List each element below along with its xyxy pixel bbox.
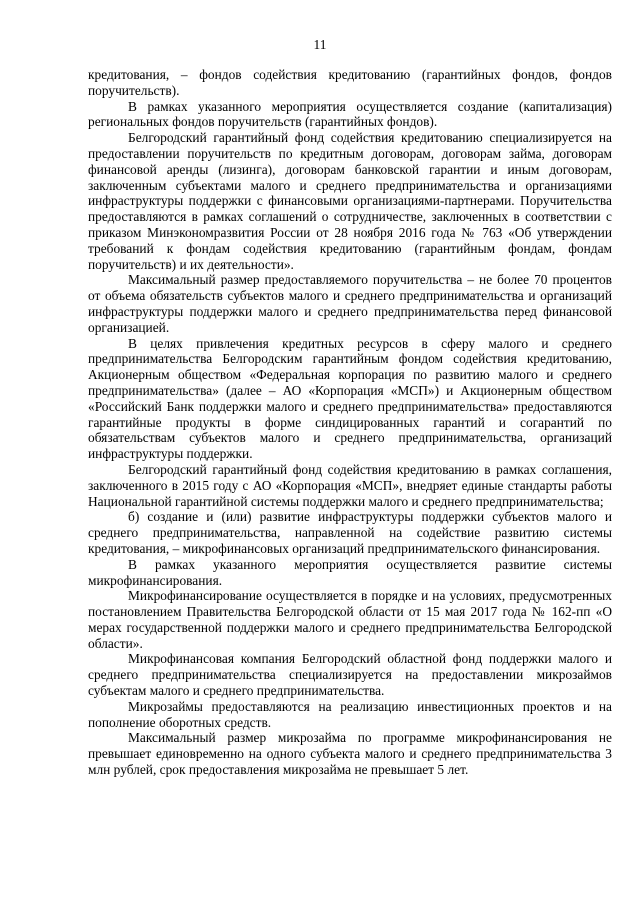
paragraph: кредитования, – фондов содействия кредитованию (гарантийных фондов, фондов поручительств). [88,67,612,98]
paragraph: Максимальный размер предоставляемого поручительства – не более 70 процентов от объема обязательств субъектов малого и среднего предпринимательства и организаций инфраструктуры поддержки малого и среднего предпринимательства перед финансовой организацией. [88,272,612,335]
paragraph: В рамках указанного мероприятия осуществляется развитие системы микрофинансирования. [88,556,612,588]
paragraph: Микрофинансовая компания Белгородский областной фонд поддержки малого и среднего предпринимательства специализируется на предоставлении микрозаймов субъектам малого и среднего предпринимательства. [88,651,612,699]
document-body [88,67,612,778]
page-number: 11 [313,37,327,52]
paragraph: Максимальный размер микрозайма по программе микрофинансирования не превышает единовременно на одного субъекта малого и среднего предпринимательства 3 млн рублей, срок предоставления микрозайма не превышает 5 лет. [88,730,612,778]
paragraph: В целях привлечения кредитных ресурсов в сферу малого и среднего предпринимательства Белгородским гарантийным фондом содействия кредитованию, Акционерным обществом «Федеральная корпорация по развитию малого и среднего предпринимательства» (далее – АО «Корпорация «МСП») и Акционерным обществом «Российский Банк поддержки малого и среднего предпринимательства» предоставляются гарантийные продукты в форме синдицированных гарантий и согарантий по обязательствам субъектов малого и среднего предпринимательства, организаций инфраструктуры поддержки. [88,335,612,462]
paragraph: Микрозаймы предоставляются на реализацию инвестиционных проектов и на пополнение оборотных средств. [88,698,612,730]
paragraph: б) создание и (или) развитие инфраструктуры поддержки субъектов малого и среднего предпринимательства, направленной на содействие развитию системы кредитования, – микрофинансовых организаций предпринимательского финансирования. [88,509,612,556]
paragraph: Микрофинансирование осуществляется в порядке и на условиях, предусмотренных постановлением Правительства Белгородской области от 15 мая 2017 года № 162-пп «О мерах государственной поддержки малого и среднего предпринимательства Белгородской области». [88,588,612,651]
paragraph: В рамках указанного мероприятия осуществляется создание (капитализация) региональных фондов поручительств (гарантийных фондов). [88,98,612,130]
paragraph: Белгородский гарантийный фонд содействия кредитованию специализируется на предоставлении поручительств по кредитным договорам, договорам займа, договорам финансовой аренды (лизинга), договорам банковской гарантии и иным договорам, заключенным субъектами малого и среднего предпринимательства и организациями инфраструктуры поддержки с финансовыми организациями-партнерами. Поручительства предоставляются в рамках соглашений о сотрудничестве, заключенных в соответствии с приказом Минэкономразвития России от 28 ноября 2016 года № 763 «Об утверждении требований к фондам содействия кредитованию (гарантийным фондам, фондам поручительств) и их деятельности». [88,130,612,272]
paragraph: Белгородский гарантийный фонд содействия кредитованию в рамках соглашения, заключенного в 2015 году с АО «Корпорация «МСП», внедряет единые стандарты работы Национальной гарантийной системы поддержки малого и среднего предпринимательства; [88,461,612,509]
